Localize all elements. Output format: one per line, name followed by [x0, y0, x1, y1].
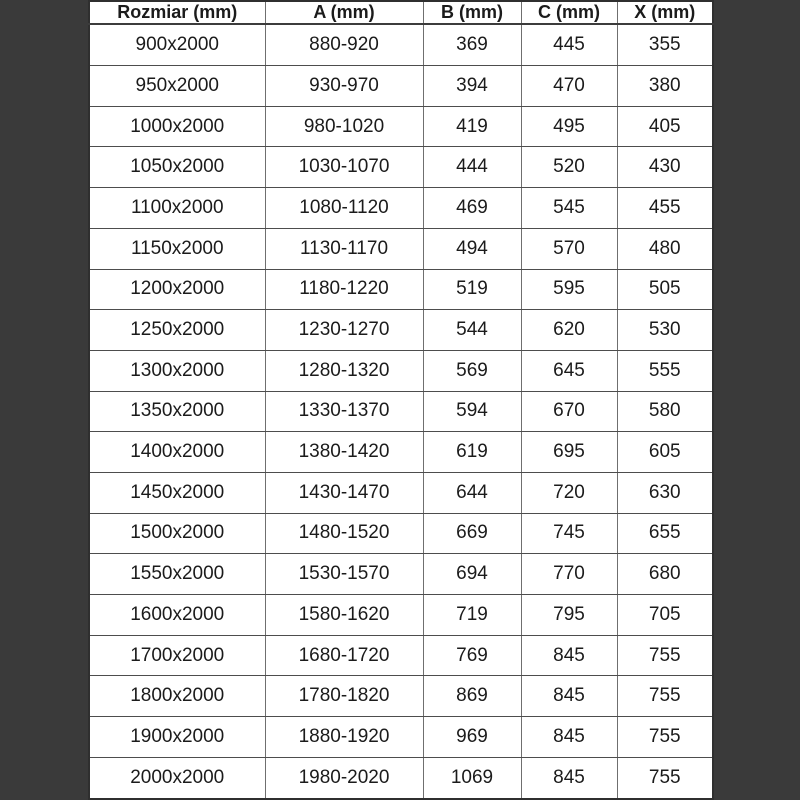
cell-c: 720: [521, 472, 617, 513]
cell-a: 1430-1470: [265, 472, 423, 513]
cell-x: 605: [617, 432, 713, 473]
cell-b: 544: [423, 310, 521, 351]
cell-x: 630: [617, 472, 713, 513]
cell-c: 495: [521, 106, 617, 147]
cell-size: 1100x2000: [89, 188, 265, 229]
cell-x: 480: [617, 228, 713, 269]
table-row: [89, 391, 713, 432]
cell-c: 695: [521, 432, 617, 473]
cell-a: 1080-1120: [265, 188, 423, 229]
cell-c: 570: [521, 228, 617, 269]
column-header-b: B (mm): [423, 1, 521, 24]
cell-b: 669: [423, 513, 521, 554]
cell-a: 1480-1520: [265, 513, 423, 554]
cell-a: 1880-1920: [265, 717, 423, 758]
size-table: [88, 0, 714, 800]
cell-x: 430: [617, 147, 713, 188]
cell-x: 705: [617, 595, 713, 636]
table-row: [89, 66, 713, 107]
cell-x: 380: [617, 66, 713, 107]
cell-b: 1069: [423, 757, 521, 799]
cell-b: 719: [423, 595, 521, 636]
cell-a: 1130-1170: [265, 228, 423, 269]
cell-x: 555: [617, 350, 713, 391]
cell-x: 755: [617, 635, 713, 676]
cell-c: 670: [521, 391, 617, 432]
cell-a: 1580-1620: [265, 595, 423, 636]
cell-size: 1900x2000: [89, 717, 265, 758]
table-row: [89, 228, 713, 269]
table-row: [89, 676, 713, 717]
cell-size: 1350x2000: [89, 391, 265, 432]
cell-a: 880-920: [265, 24, 423, 66]
cell-a: 1280-1320: [265, 350, 423, 391]
cell-size: 1300x2000: [89, 350, 265, 391]
cell-c: 520: [521, 147, 617, 188]
cell-x: 655: [617, 513, 713, 554]
cell-x: 355: [617, 24, 713, 66]
cell-a: 1180-1220: [265, 269, 423, 310]
cell-c: 845: [521, 717, 617, 758]
cell-c: 845: [521, 676, 617, 717]
cell-a: 930-970: [265, 66, 423, 107]
cell-x: 755: [617, 717, 713, 758]
cell-size: 1700x2000: [89, 635, 265, 676]
cell-c: 745: [521, 513, 617, 554]
table-row: [89, 472, 713, 513]
cell-x: 755: [617, 757, 713, 799]
table-header-row: [89, 1, 713, 24]
cell-b: 569: [423, 350, 521, 391]
cell-a: 980-1020: [265, 106, 423, 147]
cell-a: 1530-1570: [265, 554, 423, 595]
cell-a: 1230-1270: [265, 310, 423, 351]
cell-c: 845: [521, 757, 617, 799]
cell-c: 545: [521, 188, 617, 229]
cell-size: 2000x2000: [89, 757, 265, 799]
cell-b: 494: [423, 228, 521, 269]
cell-b: 594: [423, 391, 521, 432]
cell-b: 469: [423, 188, 521, 229]
cell-size: 1000x2000: [89, 106, 265, 147]
cell-x: 455: [617, 188, 713, 229]
cell-size: 1500x2000: [89, 513, 265, 554]
cell-b: 419: [423, 106, 521, 147]
cell-c: 770: [521, 554, 617, 595]
table-row: [89, 432, 713, 473]
cell-c: 795: [521, 595, 617, 636]
size-table-container: [88, 0, 712, 800]
cell-size: 1250x2000: [89, 310, 265, 351]
column-header-x: X (mm): [617, 1, 713, 24]
cell-size: 1550x2000: [89, 554, 265, 595]
cell-size: 1400x2000: [89, 432, 265, 473]
cell-b: 519: [423, 269, 521, 310]
cell-a: 1980-2020: [265, 757, 423, 799]
cell-size: 1150x2000: [89, 228, 265, 269]
cell-x: 680: [617, 554, 713, 595]
cell-b: 619: [423, 432, 521, 473]
table-row: [89, 310, 713, 351]
cell-c: 645: [521, 350, 617, 391]
cell-c: 620: [521, 310, 617, 351]
cell-size: 1600x2000: [89, 595, 265, 636]
table-row: [89, 24, 713, 66]
cell-a: 1780-1820: [265, 676, 423, 717]
cell-x: 505: [617, 269, 713, 310]
cell-b: 444: [423, 147, 521, 188]
cell-size: 1050x2000: [89, 147, 265, 188]
column-header-a: A (mm): [265, 1, 423, 24]
table-row: [89, 717, 713, 758]
cell-c: 470: [521, 66, 617, 107]
cell-a: 1380-1420: [265, 432, 423, 473]
table-row: [89, 106, 713, 147]
cell-b: 969: [423, 717, 521, 758]
table-row: [89, 350, 713, 391]
cell-b: 769: [423, 635, 521, 676]
cell-size: 1800x2000: [89, 676, 265, 717]
cell-b: 694: [423, 554, 521, 595]
cell-b: 644: [423, 472, 521, 513]
table-row: [89, 147, 713, 188]
cell-size: 950x2000: [89, 66, 265, 107]
cell-x: 405: [617, 106, 713, 147]
cell-x: 580: [617, 391, 713, 432]
cell-c: 595: [521, 269, 617, 310]
cell-b: 394: [423, 66, 521, 107]
table-row: [89, 595, 713, 636]
column-header-rozmiar: Rozmiar (mm): [89, 1, 265, 24]
column-header-c: C (mm): [521, 1, 617, 24]
cell-size: 1200x2000: [89, 269, 265, 310]
cell-b: 869: [423, 676, 521, 717]
table-row: [89, 554, 713, 595]
table-row: [89, 513, 713, 554]
cell-a: 1680-1720: [265, 635, 423, 676]
cell-x: 530: [617, 310, 713, 351]
table-row: [89, 757, 713, 799]
table-row: [89, 188, 713, 229]
cell-size: 900x2000: [89, 24, 265, 66]
cell-a: 1030-1070: [265, 147, 423, 188]
cell-b: 369: [423, 24, 521, 66]
cell-a: 1330-1370: [265, 391, 423, 432]
cell-c: 445: [521, 24, 617, 66]
cell-c: 845: [521, 635, 617, 676]
table-row: [89, 635, 713, 676]
table-row: [89, 269, 713, 310]
cell-x: 755: [617, 676, 713, 717]
cell-size: 1450x2000: [89, 472, 265, 513]
